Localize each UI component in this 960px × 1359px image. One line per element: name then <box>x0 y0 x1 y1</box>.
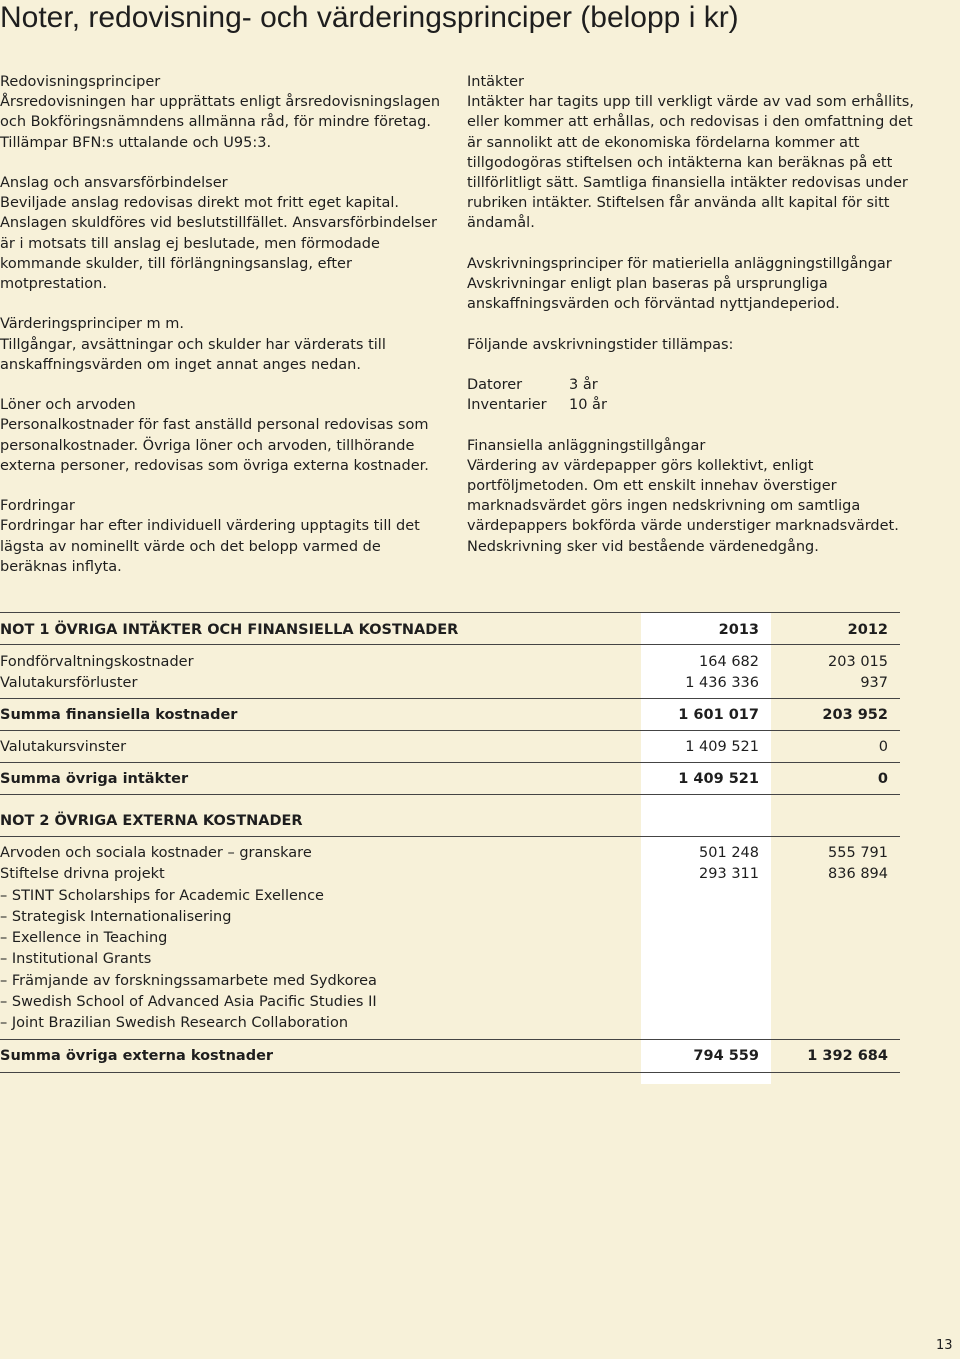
row-label: Fondförvaltningskostnader <box>0 654 194 670</box>
value-2013: 501 248 <box>699 845 759 861</box>
value-2012: 555 791 <box>828 845 888 861</box>
value-2012: 1 392 684 <box>807 1048 888 1064</box>
section-redovisningsprinciper <box>0 72 450 153</box>
note1-title: NOT 1 ÖVRIGA INTÄKTER OCH FINANSIELLA KOSTNADER <box>0 622 459 638</box>
table-row <box>0 737 900 758</box>
value-2012: 836 894 <box>828 866 888 882</box>
value-2013: 1 436 336 <box>685 675 759 691</box>
row-label: – Joint Brazilian Swedish Research Collaboration <box>0 1015 349 1031</box>
note2-title: NOT 2 ÖVRIGA EXTERNA KOSTNADER <box>0 813 303 829</box>
table-row <box>0 673 900 694</box>
section-body: Personalkostnader för fast anställd personal redovisas som personalkostnader. Övriga löner och arvoden, tillhörande externa personer, redovisas som övriga externa kostnader. <box>0 417 429 474</box>
table-row-total <box>0 705 900 726</box>
depreciation-item: Inventarier <box>467 397 547 414</box>
table-row-total <box>0 769 900 790</box>
row-label: Arvoden och sociala kostnader – granskare <box>0 845 312 861</box>
section-heading: Värderingsprinciper m m. <box>0 316 184 333</box>
table-rule <box>0 612 900 613</box>
section-fordringar <box>0 496 450 577</box>
table-row <box>0 949 900 970</box>
row-label: – Swedish School of Advanced Asia Pacific Studies II <box>0 994 377 1010</box>
section-intakter <box>467 72 927 234</box>
table-row <box>0 843 900 864</box>
row-label: Summa övriga intäkter <box>0 771 189 787</box>
page-number: 13 <box>936 1338 953 1353</box>
section-avskrivningsprinciper <box>467 254 927 315</box>
section-body: Fordringar har efter individuell värdering upptagits till det lägsta av nominellt värde och det belopp varmed de beräknas inflyta. <box>0 518 420 575</box>
table-rule <box>0 1039 900 1040</box>
value-2013: 293 311 <box>699 866 759 882</box>
row-label: Summa finansiella kostnader <box>0 707 238 723</box>
table-row <box>0 864 900 885</box>
left-column <box>0 72 450 597</box>
table-row <box>0 992 900 1013</box>
table-rule <box>0 794 900 795</box>
table-rule <box>0 836 900 837</box>
depreciation-years: 3 år <box>569 377 598 393</box>
column-header-2013: 2013 <box>718 622 759 638</box>
row-label: Summa övriga externa kostnader <box>0 1048 274 1064</box>
value-2013: 1 601 017 <box>678 707 759 723</box>
table-row-total <box>0 1046 900 1067</box>
row-label: Stiftelse drivna projekt <box>0 866 165 882</box>
depreciation-item: Datorer <box>467 377 523 393</box>
value-2013: 1 409 521 <box>678 771 759 787</box>
section-heading: Finansiella anläggningstillgångar <box>467 437 706 454</box>
section-body: Tillgångar, avsättningar och skulder har värderats till anskaffningsvärden om inget annat anges nedan. <box>0 336 386 373</box>
value-2013: 1 409 521 <box>685 739 759 755</box>
value-2013: 794 559 <box>693 1048 759 1064</box>
value-2012: 203 015 <box>828 654 888 670</box>
section-body: Årsredovisningen har upprättats enligt årsredovisningslagen och Bokföringsnämndens allmänna råd, för mindre företag. Tillämpar BFN:s uttalande och U95:3. <box>0 94 441 151</box>
table-rule <box>0 698 900 699</box>
section-body: Värdering av värdepapper görs kollektivt, enligt portföljmetoden. Om ett enskilt innehav överstiger marknadsvärdet görs ingen nedskrivning om samtliga värdepappers bokförda värde understiger marknadsvärdet. Nedskrivning sker vid bestående värdenedgång. <box>467 457 899 555</box>
depreciation-list <box>467 375 927 415</box>
table-row <box>0 652 900 673</box>
section-heading: Löner och arvoden <box>0 397 136 414</box>
section-body: Intäkter har tagits upp till verkligt värde av vad som erhållits, eller kommer att erhållas, och redovisas i den omfattning det är sannolikt att de ekonomiska fördelarna kommer att tillgodogöras stiftelsen och intäkterna kan beräknas på ett tillförlitligt sätt. Samtliga finansiella intäkter redovisas under rubriken intäkter. Stiftelsen får använda allt kapital för sitt ändamål. <box>467 94 914 232</box>
section-heading: Avskrivningsprinciper för matieriella anläggningstillgångar <box>467 255 892 272</box>
page-title: Noter, redovisning- och värderingsprinciper (belopp i kr) <box>0 1 739 34</box>
table-row <box>0 971 900 992</box>
section-loner <box>0 395 450 476</box>
row-label: Valutakursvinster <box>0 739 127 755</box>
table-row <box>0 907 900 928</box>
section-heading: Anslag och ansvarsförbindelser <box>0 175 228 191</box>
section-heading: Redovisningsprinciper <box>0 74 161 90</box>
section-anslag <box>0 173 450 294</box>
table-rule <box>0 1072 900 1073</box>
row-label: – Exellence in Teaching <box>0 930 168 946</box>
row-label: – Strategisk Internationalisering <box>0 909 232 925</box>
section-heading: Intäkter <box>467 74 525 90</box>
table-rule <box>0 762 900 763</box>
depreciation-intro: Följande avskrivningstider tillämpas: <box>467 336 734 353</box>
section-finansiella <box>467 436 927 557</box>
row-label: Valutakursförluster <box>0 675 138 691</box>
note1-header-row <box>0 620 900 641</box>
table-rule <box>0 644 900 645</box>
note2-header-row <box>0 811 900 832</box>
value-2013: 164 682 <box>699 654 759 670</box>
depreciation-row <box>467 375 927 395</box>
value-2012: 0 <box>877 771 888 787</box>
column-header-2012: 2012 <box>847 622 888 638</box>
right-column <box>467 72 927 577</box>
section-body: Beviljade anslag redovisas direkt mot fritt eget kapital. Anslagen skuldföres vid beslutstillfället. Ansvarsförbindelser är i motsats till anslag ej beslutade, men förmodade kommande skulder, till förlängningsanslag, efter motprestation. <box>0 195 437 293</box>
section-heading: Fordringar <box>0 498 75 515</box>
row-label: – Institutional Grants <box>0 951 152 967</box>
table-row <box>0 1013 900 1034</box>
table-row <box>0 928 900 949</box>
value-2012: 203 952 <box>822 707 888 723</box>
row-label: – STINT Scholarships for Academic Exellence <box>0 888 324 904</box>
table-row <box>0 886 900 907</box>
row-label: – Främjande av forskningssamarbete med Sydkorea <box>0 973 377 989</box>
value-2012: 0 <box>878 739 888 755</box>
depreciation-row <box>467 395 927 415</box>
table-rule <box>0 730 900 731</box>
value-2012: 937 <box>860 675 888 691</box>
section-body: Avskrivningar enligt plan baseras på ursprungliga anskaffningsvärden och förväntad nyttjandeperiod. <box>467 276 840 313</box>
section-varderingsprinciper <box>0 314 450 375</box>
depreciation-years: 10 år <box>569 397 607 414</box>
